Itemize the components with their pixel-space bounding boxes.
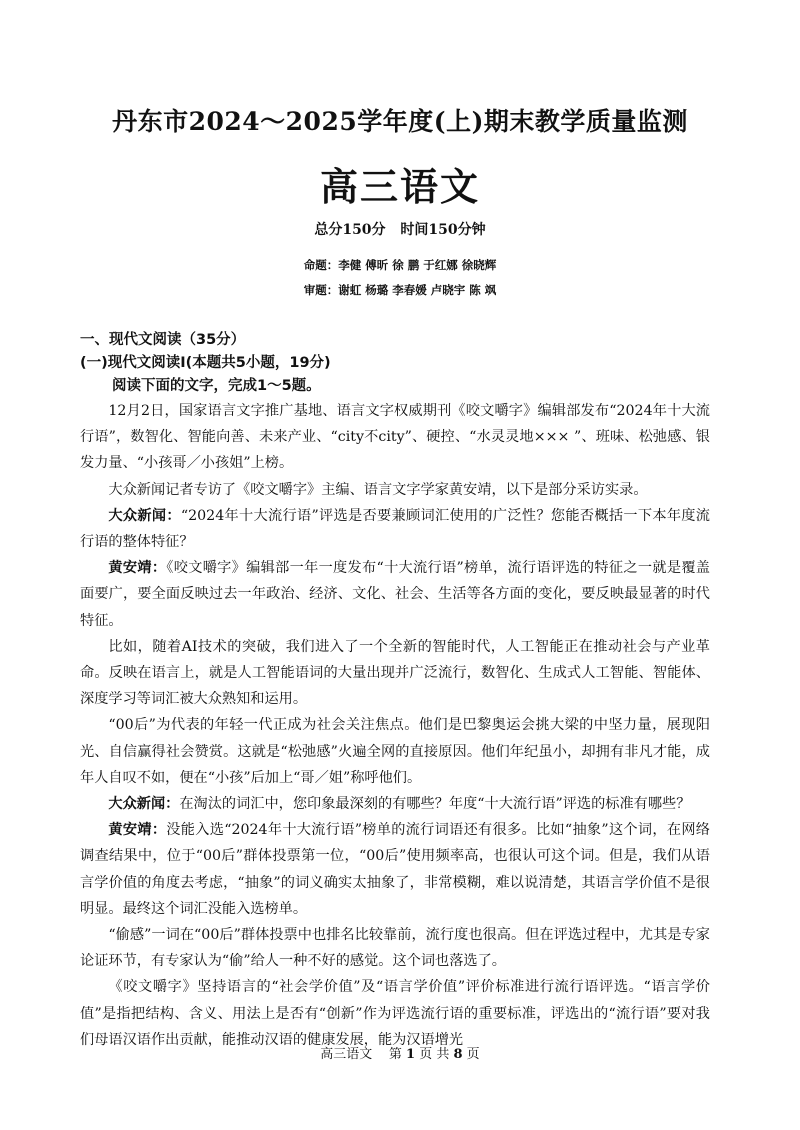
subject-title: 高三语文 (319, 165, 480, 209)
reviewers-line: 审题：谢虹 杨璐 李春媛 卢晓宇 陈 飒 (303, 283, 497, 297)
paragraph: 大众新闻记者专访了《咬文嚼字》主编、语言文字学家黄安靖，以下是部分采访实录。 (108, 481, 648, 498)
speaker-label: 黄安靖： (108, 822, 167, 839)
exam-title: 丹东市2024～2025学年度(上)期末教学质量监测 (112, 107, 688, 136)
speaker-label: 大众新闻： (108, 507, 181, 524)
speaker-label: 大众新闻： (108, 796, 180, 813)
reading-instruction: 阅读下面的文字，完成1～5题。 (112, 378, 321, 394)
paragraph: “偷感”一词在“00后”群体投票中也排名比较靠前，流行度也很高。但在评选过程中，尤其是专家论证环节，有专家认为“偷”给人一种不好的感觉。这个词也落选了。 (80, 927, 710, 970)
setters-line: 命题：李健 傅昕 徐 鹏 于红娜 徐晓辉 (303, 258, 497, 272)
footer-subject: 高三语文 (320, 1047, 373, 1062)
section-heading-part1: 一、现代文阅读（35分） (80, 332, 246, 348)
page-footer (0, 1043, 800, 1062)
footer-page-total: 8 (453, 1047, 463, 1062)
article-body (80, 398, 710, 1053)
paragraph: 比如，随着AI技术的突破，我们进入了一个全新的智能时代，人工智能正在推动社会与产业革命。反映在语言上，就是人工智能语词的大量出现并广泛流行，数智化、生成式人工智能、智能体、深度学习等词汇被大众熟知和运用。 (80, 638, 710, 708)
interview-answer (80, 817, 710, 922)
answer-text: 没能入选“2024年十大流行语”榜单的流行词语还有很多。比如“抽象”这个词，在网络调查结果中，位于“00后”群体投票第一位，“00后”使用频率高，也很认可这个词。但是，我们从语言学价值的角度去考虑，“抽象”的词义确实太抽象了，非常模糊，难以说清楚，其语言学价值不是很明显。最终这个词汇没能入选榜单。 (80, 822, 710, 917)
footer-page-prefix: 第 (388, 1047, 402, 1062)
score-time-line: 总分150分 时间150分钟 (314, 222, 486, 238)
interview-question (80, 503, 710, 555)
paragraph: 《咬文嚼字》坚持语言的“社会学价值”及“语言学价值”评价标准进行流行语评选。“语言学价值”是指把结构、含义、用法上是否有“创新”作为评选流行语的重要标准，评选出的“流行语”要对我们母语汉语作出贡献，能推动汉语的健康发展，能为汉语增光 (80, 979, 710, 1048)
interview-question (80, 791, 710, 817)
paragraph: “00后”为代表的年轻一代正成为社会关注焦点。他们是巴黎奥运会挑大梁的中坚力量，展现阳光、自信赢得社会赞赏。这就是“松弛感”火遍全网的直接原因。他们年纪虽小，却拥有非凡才能，成年人自叹不如，便在“小孩”后加上“哥／姐”称呼他们。 (80, 717, 710, 786)
interview-answer (80, 555, 710, 634)
speaker-label: 黄安靖： (108, 560, 167, 577)
question-text: “2024年十大流行语”评选是否要兼顾词汇使用的广泛性？您能否概括一下本年度流行语的整体特征？ (80, 507, 710, 551)
footer-page-suffix: 页 (466, 1047, 480, 1062)
subsection-heading: (一)现代文阅读Ⅰ(本题共5小题，19分) (80, 355, 331, 371)
footer-page-mid: 页 共 (419, 1047, 450, 1062)
answer-text: 《咬文嚼字》编辑部一年一度发布“十大流行语”榜单，流行语评选的特征之一就是覆盖面要广，要全面反映过去一年政治、经济、文化、社会、生活等各方面的变化，要反映最显著的时代特征。 (80, 560, 710, 629)
footer-page-number: 1 (406, 1047, 416, 1062)
question-text: 在淘汰的词汇中，您印象最深刻的有哪些？年度“十大流行语”评选的标准有哪些？ (179, 796, 691, 813)
paragraph: 12月2日，国家语言文字推广基地、语言文字权威期刊《咬文嚼字》编辑部发布“2024年十大流行语”，数智化、智能向善、未来产业、“city不city”、硬控、“水灵灵地××× ”、班味、松弛感、银发力量、“小孩哥／小孩姐”上榜。 (80, 403, 710, 472)
